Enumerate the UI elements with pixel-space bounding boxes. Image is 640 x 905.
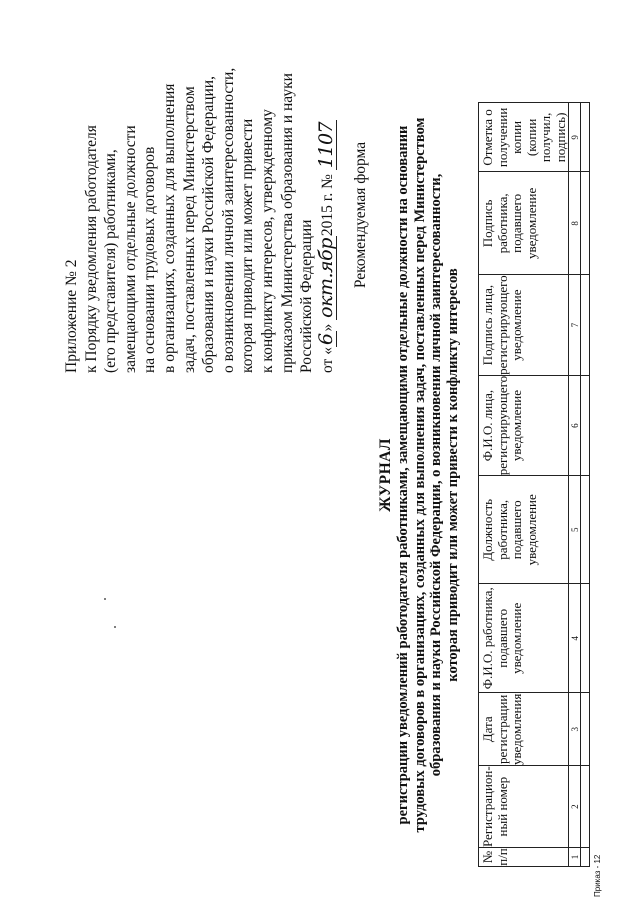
empty-cell <box>581 766 590 848</box>
scan-speck <box>114 626 116 628</box>
col-number: 3 <box>569 693 581 766</box>
appendix-line: в организациях, созданных для выполнения <box>160 83 178 373</box>
empty-cell <box>581 172 590 275</box>
col-header: Должность работника, подавшего уведомление <box>479 476 569 584</box>
col-number: 5 <box>569 476 581 584</box>
appendix-block <box>62 3 337 373</box>
empty-cell <box>581 693 590 766</box>
title-line: трудовых договоров в организациях, созданных для выполнения задач, поставленных перед Министерством <box>411 117 428 833</box>
footer-note: Приказ - 12 <box>593 854 602 897</box>
recommended-form-label: Рекомендуемая форма <box>352 141 369 289</box>
title-line: которая приводит или может привести к конфликту интересов <box>445 268 462 682</box>
empty-cell <box>581 476 590 584</box>
empty-cell <box>581 848 590 867</box>
header-row <box>479 103 569 867</box>
date-month: окт.ябр <box>314 238 337 318</box>
title-line: образования и науки Российской Федерации, о возникновении личной заинтересованности, <box>428 173 445 777</box>
appendix-line: Приложение № 2 <box>63 259 80 373</box>
empty-cell <box>581 103 590 172</box>
appendix-line: приказом Министерства образования и науки <box>278 73 296 373</box>
appendix-line: образования и науки Российской Федерации, <box>200 76 218 373</box>
appendix-line: (его представителя) работниками, <box>102 149 120 373</box>
col-number: 4 <box>569 584 581 693</box>
appendix-line: замещающими отдельные должности <box>121 125 139 373</box>
order-number: 1107 <box>314 121 337 169</box>
scan-speck <box>104 598 106 600</box>
col-header: Подпись работника, подавшего уведомление <box>479 172 569 275</box>
col-number: 8 <box>569 172 581 275</box>
col-header: Регистрацион-ный номер <box>479 766 569 848</box>
col-header: Ф.И.О. лица, регистрирующего уведомление <box>479 375 569 475</box>
date-day: 6 <box>314 333 337 346</box>
date-mid: » <box>318 323 336 332</box>
col-header: Ф.И.О. работника, подавшего уведомление <box>479 584 569 693</box>
appendix-line: о возникновении личной заинтересованности, <box>219 67 237 373</box>
appendix-line: к конфликту интересов, утвержденному <box>258 109 276 373</box>
date-year: 2015 г. № <box>318 174 336 237</box>
journal-heading: ЖУРНАЛ <box>377 438 394 512</box>
col-header: Подпись лица, регистрирующего уведомление <box>479 275 569 375</box>
col-number: 2 <box>569 766 581 848</box>
number-row <box>569 103 581 867</box>
col-number: 7 <box>569 275 581 375</box>
order-date-line <box>314 3 338 373</box>
title-line: регистрации уведомлений работодателя работниками, замещающими отдельные должности на основании <box>394 125 411 825</box>
col-header: № п/п <box>479 848 569 867</box>
col-number: 9 <box>569 103 581 172</box>
col-number: 1 <box>569 848 581 867</box>
journal-title <box>378 75 462 875</box>
empty-cell <box>581 275 590 375</box>
empty-row <box>581 103 590 867</box>
date-prefix: от « <box>318 347 336 373</box>
appendix-line: которая приводит или может привести <box>239 118 257 373</box>
col-number: 6 <box>569 375 581 475</box>
appendix-line: Российской Федерации <box>298 219 316 373</box>
col-header: Дата регистрации уведомления <box>479 693 569 766</box>
empty-cell <box>581 584 590 693</box>
empty-cell <box>581 375 590 475</box>
journal-table <box>478 102 590 867</box>
appendix-line: на основании трудовых договоров <box>141 146 159 373</box>
appendix-line: к Порядку уведомления работодателя <box>82 125 100 373</box>
appendix-line: задач, поставленных перед Министерством <box>180 86 198 373</box>
col-header: Отметка о получении копии (копии получил, подпись) <box>479 103 569 172</box>
